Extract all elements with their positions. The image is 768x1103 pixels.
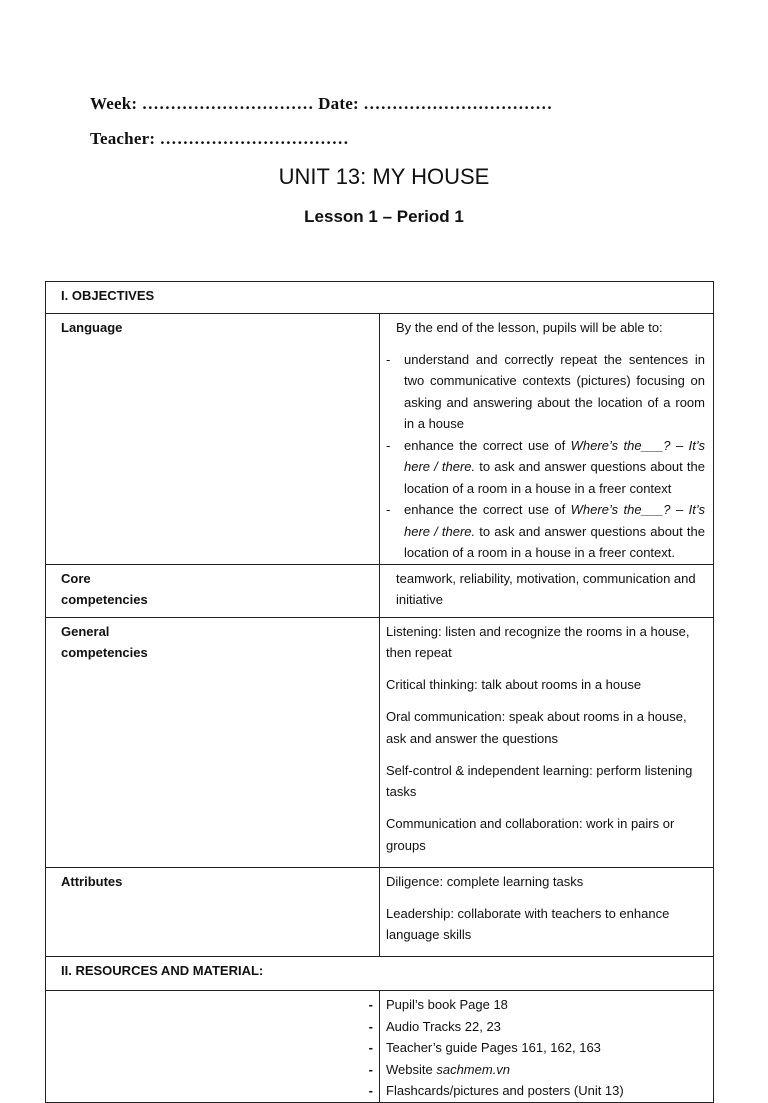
language-item-2-pre: enhance the correct use of [404, 437, 571, 453]
dash-3: - [368, 1040, 373, 1055]
attributes-content [380, 867, 714, 957]
teacher-line: Teacher: …………………………… [90, 129, 349, 148]
unit-title: UNIT 13: MY HOUSE [278, 164, 490, 189]
core-row [46, 564, 714, 617]
objectives-heading: I. OBJECTIVES [46, 282, 714, 314]
language-item-3-post: to ask and answer questions about the location of a room in a house in a freer context. [404, 523, 705, 560]
attributes-label: Attributes [46, 867, 380, 957]
general-content [380, 617, 714, 867]
general-item-2: Critical thinking: talk about rooms in a house [386, 677, 642, 692]
website-label: Website [386, 1061, 437, 1077]
attributes-item-2: Leadership: collaborate with teachers to enhance language skills [386, 905, 670, 942]
language-item-1: - understand and correctly repeat the sentences in two communicative contexts (pictures) focusing on asking and answering about the location of a room in a house [386, 349, 705, 435]
general-item-3: Oral communication: speak about rooms in a house, ask and answer the questions [386, 709, 687, 746]
general-label [46, 617, 380, 867]
general-item-4: Self-control & independent learning: perform listening tasks [386, 762, 693, 799]
week-date-line: Week: ………………………… Date: …………………………… [90, 94, 553, 113]
general-item-5: Communication and collaboration: work in pairs or groups [386, 816, 675, 853]
language-label: Language [46, 314, 380, 565]
general-row [46, 617, 714, 867]
general-label-line2: competencies [61, 645, 148, 660]
resources-dash-column [46, 991, 380, 1103]
resources-heading-row [46, 957, 714, 991]
resource-item-4 [386, 1059, 705, 1081]
core-label-line1: Core [61, 570, 91, 586]
dash-5: - [368, 1083, 373, 1098]
language-content [380, 314, 714, 565]
core-content [380, 564, 714, 617]
language-item-3 [386, 499, 705, 564]
language-list [386, 349, 705, 564]
objectives-heading-row [46, 282, 714, 314]
lesson-title: Lesson 1 – Period 1 [304, 207, 464, 226]
general-label-line1: General [61, 623, 110, 639]
language-item-2-post: to ask and answer questions about the location of a room in a house in a freer context [404, 459, 705, 496]
lesson-plan-table [45, 281, 714, 1103]
website-name: sachmem.vn [436, 1061, 511, 1077]
language-row [46, 314, 714, 565]
resources-content [380, 991, 714, 1103]
language-item-2-pattern: Where’s the___? – It’s here / there. [404, 437, 705, 474]
core-text: teamwork, reliability, motivation, communication and initiative [396, 570, 696, 607]
resource-item-5: Flashcards/pictures and posters (Unit 13) [386, 1083, 624, 1098]
dash-1: - [368, 997, 373, 1012]
attributes-item-1: Diligence: complete learning tasks [386, 873, 584, 889]
resources-heading: II. RESOURCES AND MATERIAL: [46, 957, 714, 991]
general-item-1: Listening: listen and recognize the rooms in a house, then repeat [386, 623, 690, 660]
language-item-3-pre: enhance the correct use of [404, 502, 571, 517]
core-label [46, 564, 380, 617]
language-item-3-pattern: Where’s the___? – It’s here / there. [404, 502, 705, 539]
resource-item-3: Teacher’s guide Pages 161, 162, 163 [386, 1040, 601, 1055]
language-intro: By the end of the lesson, pupils will be able to: [396, 320, 663, 335]
resources-row [46, 991, 714, 1103]
resource-item-1: Pupil’s book Page 18 [386, 997, 508, 1012]
dash-2: - [368, 1018, 373, 1034]
resource-item-2: Audio Tracks 22, 23 [386, 1018, 501, 1034]
language-item-2 [386, 435, 705, 500]
attributes-row [46, 867, 714, 957]
core-label-line2: competencies [61, 592, 148, 607]
dash-4: - [368, 1061, 373, 1077]
